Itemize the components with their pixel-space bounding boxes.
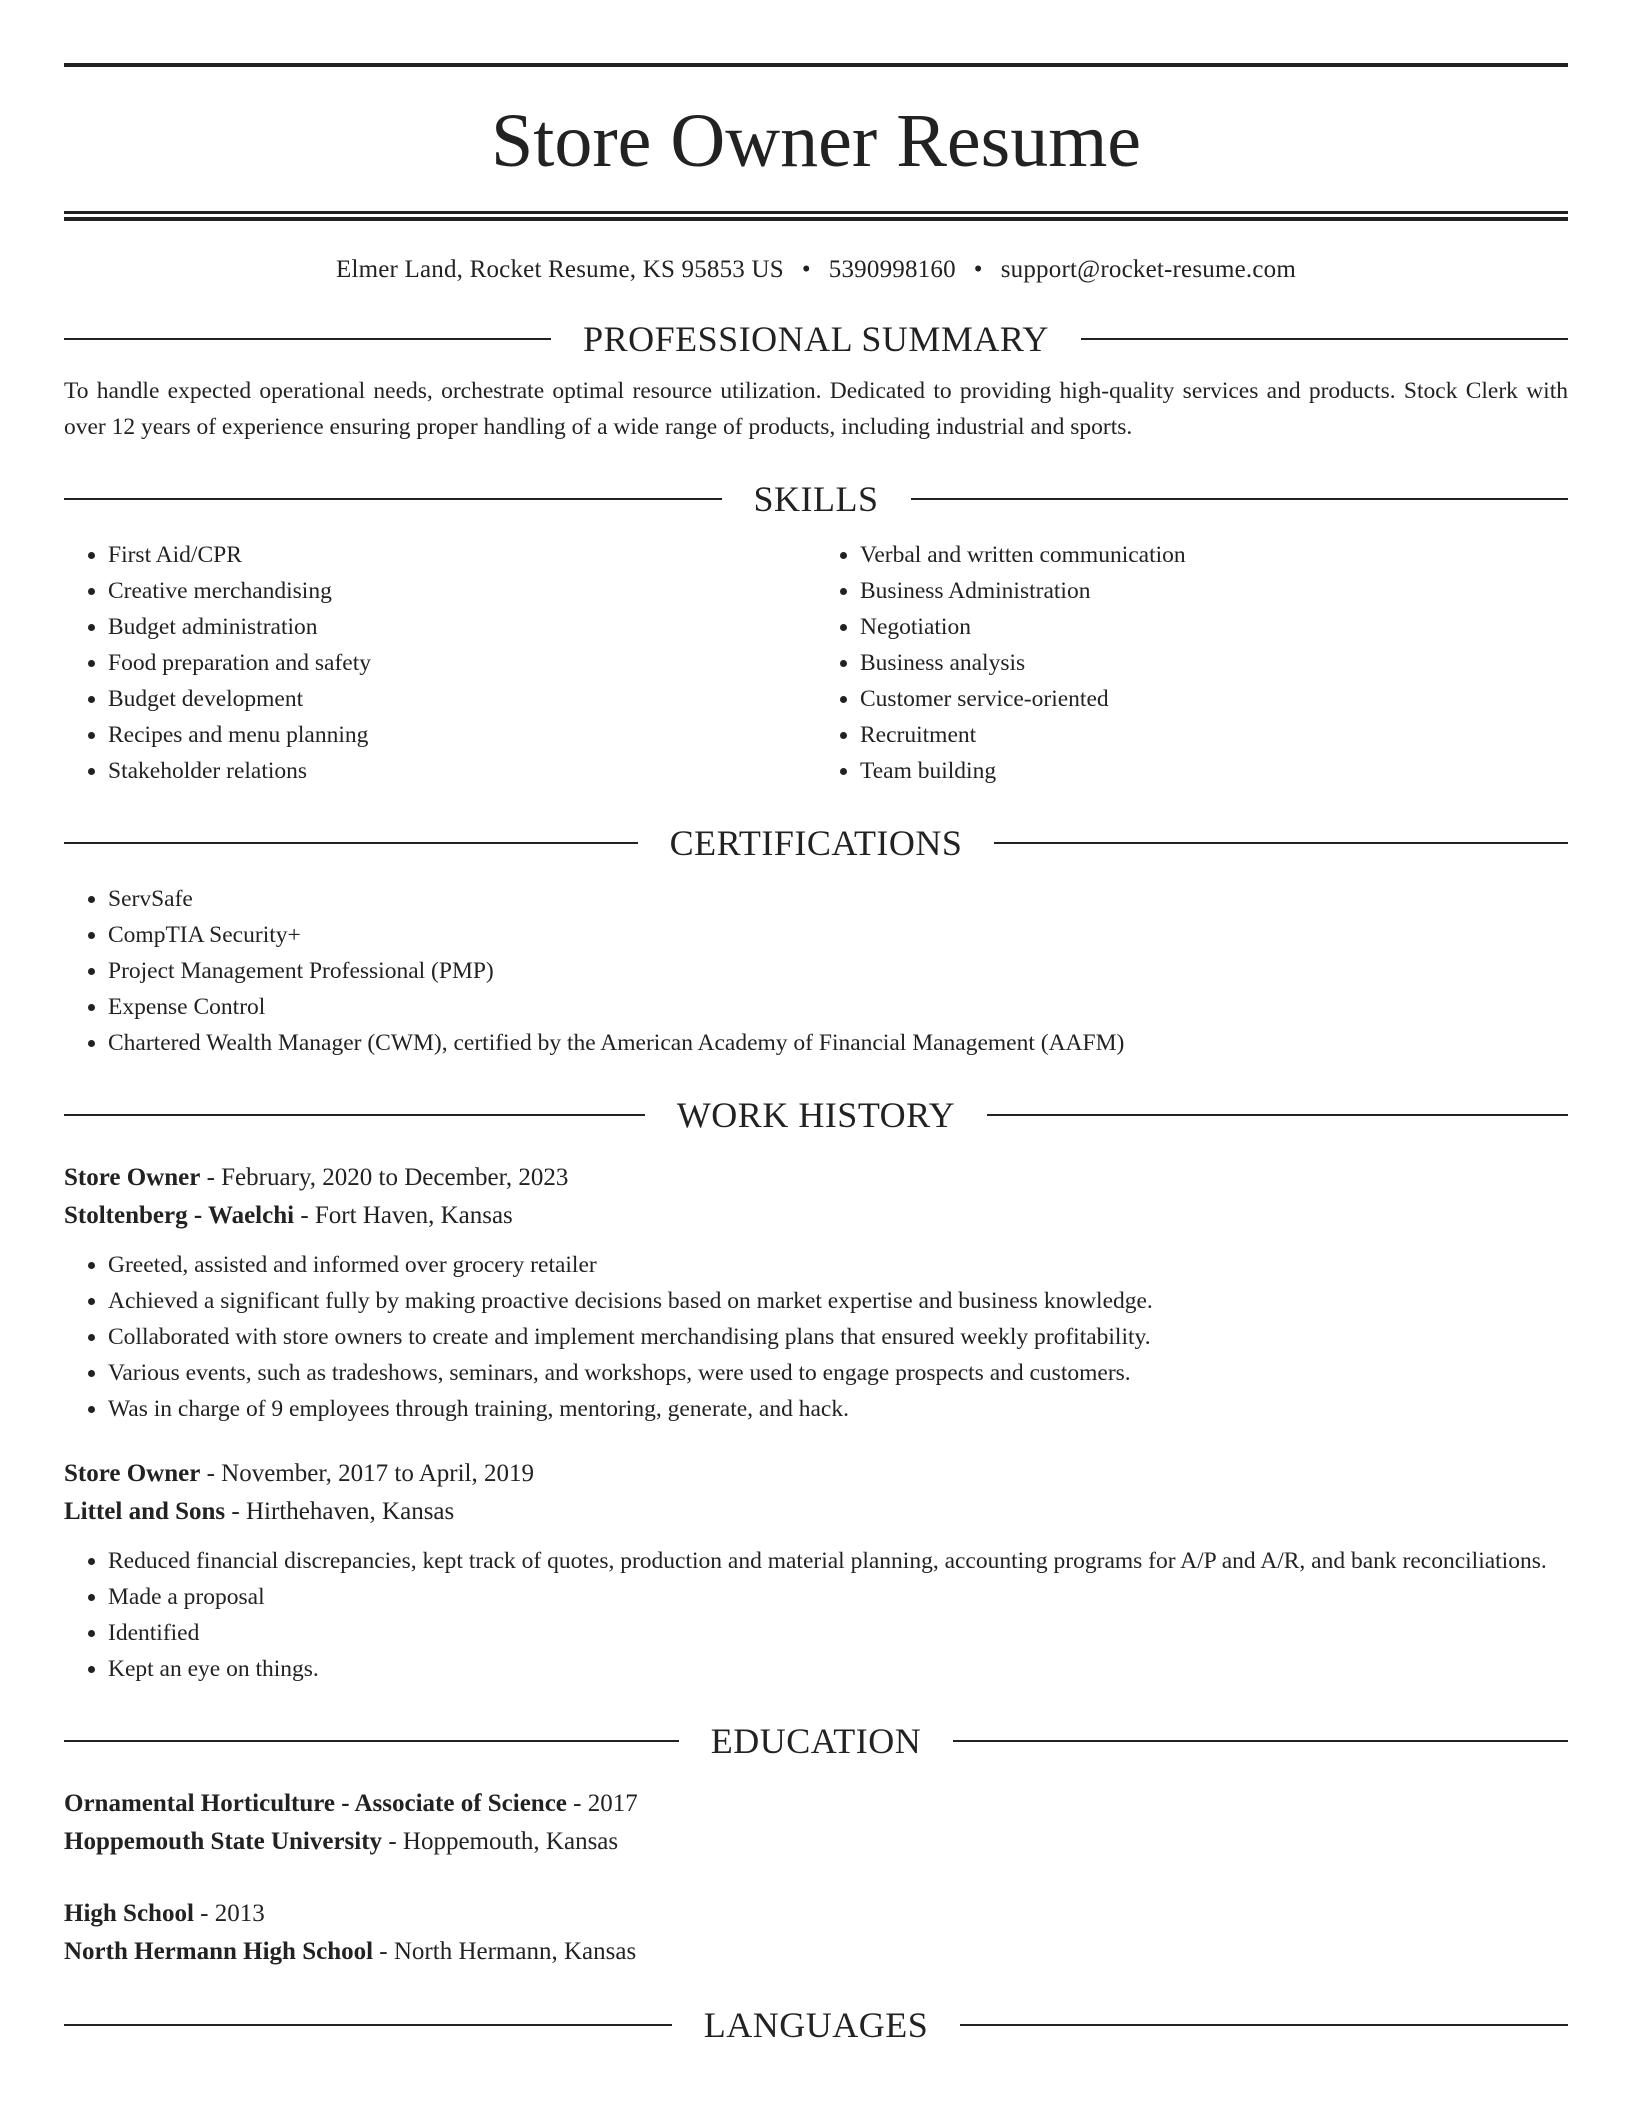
contact-line — [64, 255, 1568, 285]
heading-rule — [953, 1740, 1568, 1742]
education-entry — [64, 1785, 1568, 1861]
list-item: • Collaborated with store owners to create and implement merchandising plans that ensured weekly profitability. — [108, 1319, 1568, 1355]
title-double-rule — [64, 211, 1568, 221]
top-rule — [64, 63, 1568, 67]
list-item: • Made a proposal — [108, 1579, 1568, 1615]
section-title: LANGUAGES — [703, 2005, 929, 2045]
job-title: Store Owner — [64, 1164, 201, 1191]
heading-rule — [64, 498, 722, 500]
school-line — [64, 1823, 1568, 1861]
list-item: • Chartered Wealth Manager (CWM), certified by the American Academy of Financial Management (AAFM) — [108, 1025, 1568, 1061]
graduation-year: - 2013 — [193, 1900, 265, 1927]
degree-line — [64, 1785, 1568, 1823]
list-item: • Budget administration — [108, 609, 816, 645]
job-location: - Hirthehaven, Kansas — [225, 1498, 455, 1525]
heading-rule — [64, 1114, 645, 1116]
list-item: • Greeted, assisted and informed over grocery retailer — [108, 1247, 1568, 1283]
degree-line — [64, 1895, 1568, 1933]
job-company-line — [64, 1493, 1568, 1531]
job-title-line — [64, 1455, 1568, 1493]
heading-rule — [987, 1114, 1568, 1116]
list-item: • Identified — [108, 1615, 1568, 1651]
contact-email: support@rocket-resume.com — [1000, 256, 1297, 283]
heading-rule — [64, 338, 551, 340]
heading-rule — [64, 842, 638, 844]
skills-left-list — [64, 537, 816, 789]
list-item: • Expense Control — [108, 989, 1568, 1025]
job-entry — [64, 1159, 1568, 1427]
school-location: - North Hermann, Kansas — [373, 1938, 637, 1965]
skills-right-list — [816, 537, 1568, 789]
school-line — [64, 1933, 1568, 1971]
job-title: Store Owner — [64, 1460, 201, 1487]
resume-page — [64, 0, 1568, 2047]
contact-separator: • — [973, 256, 983, 283]
languages-heading — [64, 2003, 1568, 2047]
education-entry — [64, 1895, 1568, 1971]
certifications-list — [64, 881, 1568, 1061]
work-history-heading — [64, 1093, 1568, 1137]
job-company: Stoltenberg - Waelchi — [64, 1202, 295, 1229]
graduation-year: - 2017 — [566, 1790, 638, 1817]
contact-phone: 5390998160 — [828, 256, 956, 283]
section-title: PROFESSIONAL SUMMARY — [583, 319, 1049, 359]
list-item: • ServSafe — [108, 881, 1568, 917]
list-item: • Business analysis — [860, 645, 1568, 681]
list-item: • Verbal and written communication — [860, 537, 1568, 573]
job-dates: - February, 2020 to December, 2023 — [200, 1164, 569, 1191]
list-item: • Various events, such as tradeshows, seminars, and workshops, were used to engage prospects and customers. — [108, 1355, 1568, 1391]
summary-text: To handle expected operational needs, orchestrate optimal resource utilization. Dedicated to providing high-quality services and products. Stock Clerk with over 12 years of experience ensuring proper handling of a wide range of products, including industrial and sports. — [64, 378, 1568, 440]
job-entry — [64, 1455, 1568, 1687]
school: North Hermann High School — [64, 1938, 374, 1965]
job-title-line — [64, 1159, 1568, 1197]
list-item: • Recruitment — [860, 717, 1568, 753]
certifications-block — [64, 881, 1568, 1061]
degree: High School — [64, 1900, 194, 1927]
heading-rule — [960, 2024, 1568, 2026]
list-item: • CompTIA Security+ — [108, 917, 1568, 953]
section-title: SKILLS — [753, 479, 879, 519]
list-item: • Project Management Professional (PMP) — [108, 953, 1568, 989]
job-location: - Fort Haven, Kansas — [294, 1202, 513, 1229]
job-company-line — [64, 1197, 1568, 1235]
list-item: • Creative merchandising — [108, 573, 816, 609]
degree: Ornamental Horticulture - Associate of Science — [64, 1790, 567, 1817]
summary-heading — [64, 317, 1568, 361]
heading-rule — [994, 842, 1568, 844]
heading-rule — [64, 2024, 672, 2026]
education-heading — [64, 1719, 1568, 1763]
section-title: WORK HISTORY — [676, 1095, 956, 1135]
contact-address: Elmer Land, Rocket Resume, KS 95853 US — [335, 256, 784, 283]
list-item: • Kept an eye on things. — [108, 1651, 1568, 1687]
list-item: • Recipes and menu planning — [108, 717, 816, 753]
list-item: • First Aid/CPR — [108, 537, 816, 573]
list-item: • Reduced financial discrepancies, kept track of quotes, production and material planning, accounting programs for A/P and A/R, and bank reconciliations. — [108, 1543, 1568, 1579]
heading-rule — [64, 1740, 679, 1742]
list-item: • Food preparation and safety — [108, 645, 816, 681]
heading-rule — [1081, 338, 1568, 340]
job-bullets — [64, 1543, 1568, 1687]
list-item: • Business Administration — [860, 573, 1568, 609]
page-title: Store Owner Resume — [490, 99, 1142, 183]
skills-heading — [64, 477, 1568, 521]
list-item: • Customer service-oriented — [860, 681, 1568, 717]
heading-rule — [911, 498, 1569, 500]
school-location: - Hoppemouth, Kansas — [382, 1828, 619, 1855]
list-item: • Negotiation — [860, 609, 1568, 645]
school: Hoppemouth State University — [64, 1828, 383, 1855]
section-title: CERTIFICATIONS — [669, 823, 963, 863]
list-item: • Team building — [860, 753, 1568, 789]
list-item: • Was in charge of 9 employees through training, mentoring, generate, and hack. — [108, 1391, 1568, 1427]
job-dates: - November, 2017 to April, 2019 — [200, 1460, 535, 1487]
job-company: Littel and Sons — [64, 1498, 226, 1525]
list-item: • Achieved a significant fully by making proactive decisions based on market expertise and business knowledge. — [108, 1283, 1568, 1319]
list-item: • Stakeholder relations — [108, 753, 816, 789]
certifications-heading — [64, 821, 1568, 865]
section-title: EDUCATION — [710, 1721, 922, 1761]
contact-separator: • — [801, 256, 811, 283]
skills-columns — [64, 537, 1568, 789]
list-item: • Budget development — [108, 681, 816, 717]
job-bullets — [64, 1247, 1568, 1427]
